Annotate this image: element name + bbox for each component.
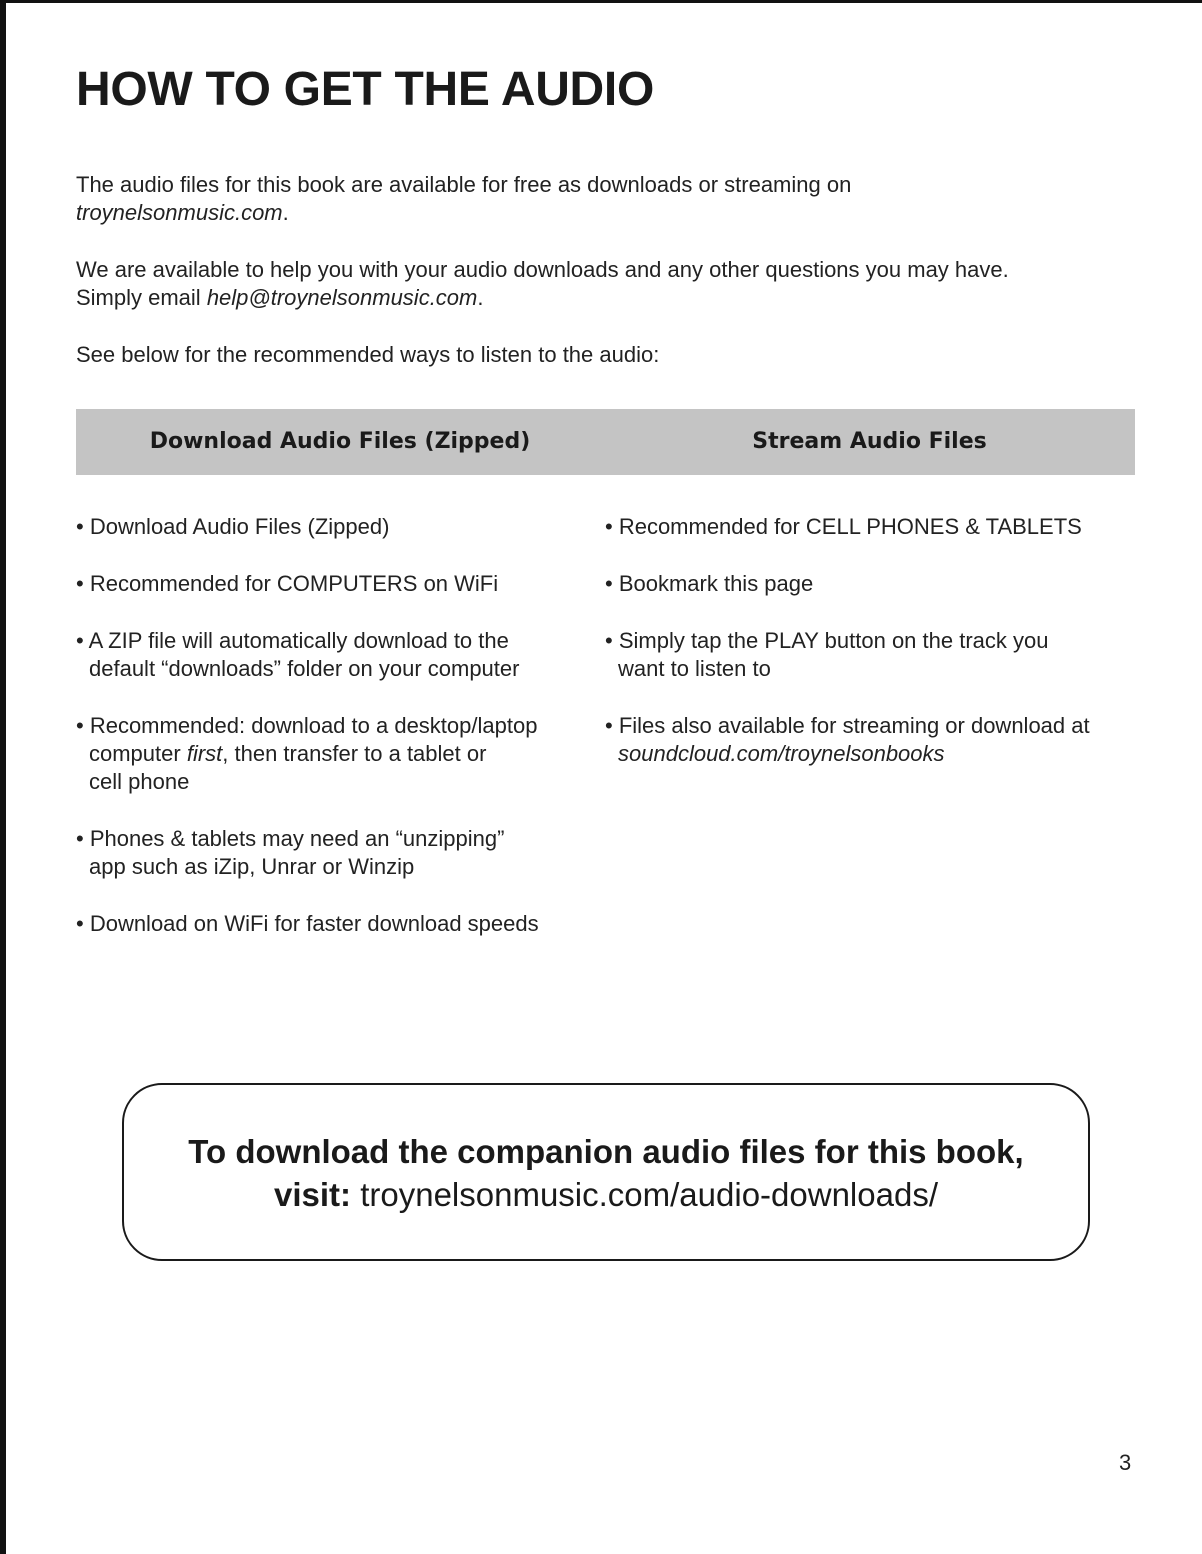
callout-heading: To download the companion audio files for this book,: [188, 1133, 1024, 1170]
download-callout-box: [122, 1083, 1090, 1261]
list-item: [605, 712, 1145, 768]
intro-period-1: .: [282, 200, 289, 225]
list-item-text: • Phones & tablets may need an “unzipping”: [76, 826, 505, 851]
intro-paragraph-3: [76, 341, 1136, 369]
list-item: [605, 513, 1145, 541]
table-header-band: [76, 409, 1135, 475]
list-item: [76, 825, 586, 881]
list-item: [76, 570, 586, 598]
stream-column: [605, 513, 1145, 797]
page-title: HOW TO GET THE AUDIO: [76, 63, 654, 116]
emphasis-text: first: [186, 741, 223, 766]
soundcloud-link[interactable]: soundcloud.com/troynelsonbooks: [618, 741, 945, 766]
list-item-text: cell phone: [89, 769, 190, 794]
intro-period-2: .: [477, 285, 484, 310]
list-item-text: • A ZIP file will automatically download to the: [76, 628, 509, 653]
list-item: [605, 570, 1145, 598]
intro-text-1: The audio files for this book are available for free as downloads or streaming on: [76, 172, 852, 197]
list-item-text: • Files also available for streaming or download at: [605, 713, 1090, 738]
visit-label: visit:: [274, 1176, 352, 1213]
page-edge-top: [0, 0, 1202, 3]
list-item-text: • Bookmark this page: [605, 571, 814, 596]
intro-email-prefix: Simply email: [76, 285, 207, 310]
list-item-text: computer: [89, 741, 187, 766]
list-item-text: , then transfer to a tablet or: [222, 741, 487, 766]
stream-column-header: Stream Audio Files: [752, 429, 987, 454]
list-item: [76, 627, 586, 683]
list-item-text: • Download Audio Files (Zipped): [76, 514, 390, 539]
list-item-text: want to listen to: [618, 656, 771, 681]
list-item: [76, 910, 586, 938]
intro-paragraph-2: [76, 256, 1136, 312]
list-item-text: • Recommended: download to a desktop/laptop: [76, 713, 538, 738]
list-item-text: default “downloads” folder on your computer: [89, 656, 520, 681]
intro-paragraph-1: [76, 171, 1136, 227]
website-link[interactable]: troynelsonmusic.com: [76, 200, 283, 225]
callout-url-line: [124, 1176, 1088, 1214]
download-column-header: Download Audio Files (Zipped): [149, 429, 531, 454]
list-item-text: app such as iZip, Unrar or Winzip: [89, 854, 415, 879]
help-email-link[interactable]: help@troynelsonmusic.com: [206, 285, 478, 310]
page-number: 3: [1119, 1450, 1132, 1475]
page-edge-left: [0, 0, 6, 1554]
list-item-text: • Recommended for CELL PHONES & TABLETS: [605, 514, 1082, 539]
list-item: [605, 627, 1145, 683]
intro-text-3: See below for the recommended ways to listen to the audio:: [76, 342, 660, 367]
list-item: [76, 712, 586, 796]
intro-text-2: We are available to help you with your audio downloads and any other questions you may have.: [76, 257, 1009, 282]
list-item-text: • Simply tap the PLAY button on the track you: [605, 628, 1049, 653]
download-column: [76, 513, 586, 967]
list-item: [76, 513, 586, 541]
list-item-text: • Recommended for COMPUTERS on WiFi: [76, 571, 499, 596]
list-item-text: • Download on WiFi for faster download speeds: [76, 911, 539, 936]
audio-downloads-link[interactable]: troynelsonmusic.com/audio-downloads/: [351, 1176, 938, 1213]
